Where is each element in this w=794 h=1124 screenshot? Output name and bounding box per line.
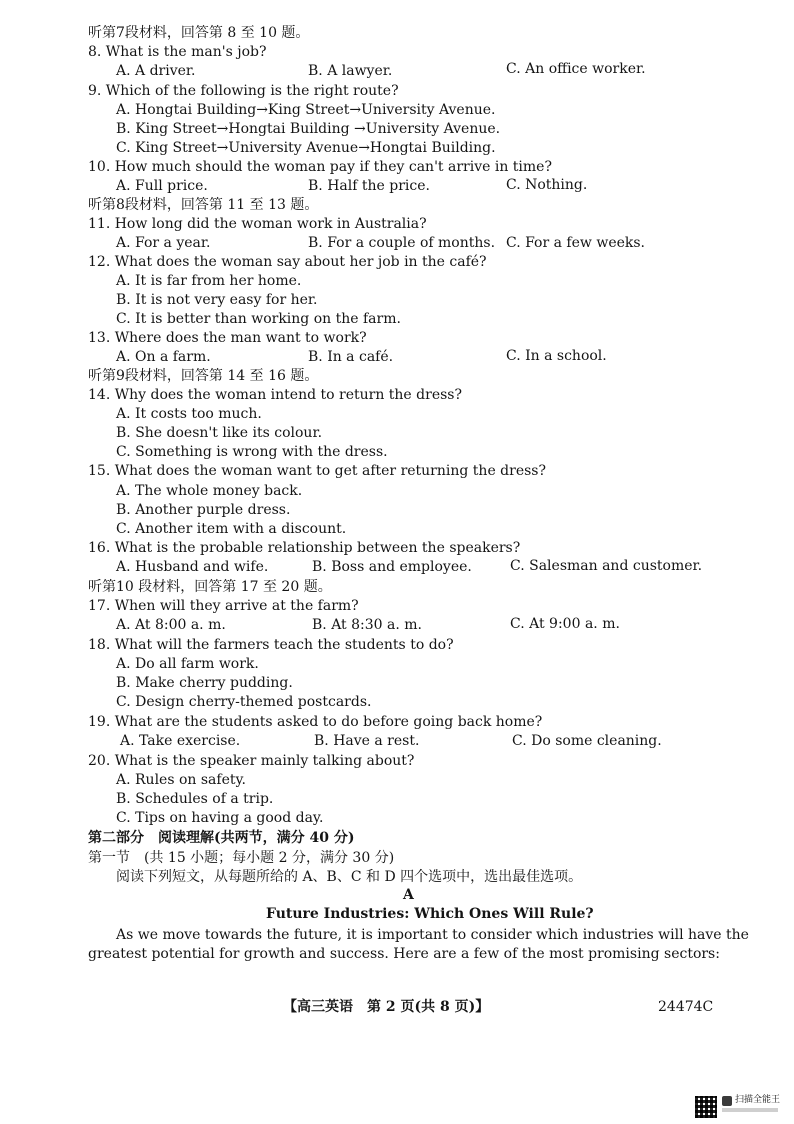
- passage-title: Future Industries: Which Ones Will Rule?: [266, 906, 594, 922]
- q10-option-c: C. Nothing.: [506, 177, 588, 193]
- q16-option-a: A. Husband and wife.: [116, 559, 269, 575]
- q18-option-c: C. Design cherry-themed postcards.: [116, 694, 372, 710]
- q11-stem: 11. How long did the woman work in Australia?: [88, 216, 427, 232]
- scanner-watermark: 扫描全能王: [735, 1095, 781, 1105]
- q10-option-b: B. Half the price.: [308, 178, 430, 194]
- q17-stem: 17. When will they arrive at the farm?: [88, 598, 359, 614]
- q13-stem: 13. Where does the man want to work?: [88, 330, 367, 346]
- q13-option-c: C. In a school.: [506, 348, 607, 364]
- q8-option-a: A. A driver.: [116, 63, 196, 79]
- watermark-subline: [722, 1108, 778, 1112]
- q14-option-a: A. It costs too much.: [116, 406, 262, 422]
- q14-stem: 14. Why does the woman intend to return the dress?: [88, 387, 462, 403]
- q11-option-a: A. For a year.: [116, 235, 211, 251]
- q19-option-a: A. Take exercise.: [120, 733, 241, 749]
- q16-option-c: C. Salesman and customer.: [510, 558, 703, 574]
- passage-letter: A: [403, 887, 414, 903]
- q20-stem: 20. What is the speaker mainly talking about?: [88, 753, 415, 769]
- q20-option-c: C. Tips on having a good day.: [116, 810, 324, 826]
- q13-option-b: B. In a café.: [308, 349, 394, 365]
- q9-stem: 9. Which of the following is the right route?: [88, 83, 399, 99]
- q14-option-c: C. Something is wrong with the dress.: [116, 444, 388, 460]
- q19-option-b: B. Have a rest.: [314, 733, 420, 749]
- q10-option-a: A. Full price.: [116, 178, 208, 194]
- part2-section1-header: 第一节 (共 15 小题；每小题 2 分，满分 30 分): [88, 850, 395, 866]
- q15-option-a: A. The whole money back.: [116, 483, 303, 499]
- qr-code-icon: [695, 1096, 717, 1118]
- passage-line-2: greatest potential for growth and success. Here are a few of the most promising sectors:: [88, 946, 720, 962]
- section-7-header: 听第7段材料，回答第 8 至 10 题。: [88, 25, 310, 41]
- q8-option-b: B. A lawyer.: [308, 63, 393, 79]
- section-8-header: 听第8段材料，回答第 11 至 13 题。: [88, 197, 319, 213]
- footer-code: 24474C: [658, 999, 714, 1015]
- footer-page-label: 【高三英语 第 2 页(共 8 页)】: [283, 999, 490, 1015]
- q14-option-b: B. She doesn't like its colour.: [116, 425, 323, 441]
- q20-option-a: A. Rules on safety.: [116, 772, 246, 788]
- q18-stem: 18. What will the farmers teach the students to do?: [88, 637, 454, 653]
- section-9-header: 听第9段材料，回答第 14 至 16 题。: [88, 368, 319, 384]
- part2-instruction: 阅读下列短文，从每题所给的 A、B、C 和 D 四个选项中，选出最佳选项。: [116, 869, 583, 885]
- q11-option-c: C. For a few weeks.: [506, 235, 646, 251]
- q18-option-a: A. Do all farm work.: [116, 656, 259, 672]
- q11-option-b: B. For a couple of months.: [308, 235, 496, 251]
- q17-option-c: C. At 9:00 a. m.: [510, 616, 620, 632]
- q17-option-b: B. At 8:30 a. m.: [312, 617, 422, 633]
- q12-stem: 12. What does the woman say about her job in the café?: [88, 254, 487, 270]
- q8-stem: 8. What is the man's job?: [88, 44, 267, 60]
- q9-option-b: B. King Street→Hongtai Building →University Avenue.: [116, 121, 501, 137]
- q17-option-a: A. At 8:00 a. m.: [116, 617, 226, 633]
- q9-option-a: A. Hongtai Building→King Street→University Avenue.: [116, 102, 496, 118]
- q16-option-b: B. Boss and employee.: [312, 559, 472, 575]
- section-10-header: 听第10 段材料，回答第 17 至 20 题。: [88, 579, 332, 595]
- q15-option-b: B. Another purple dress.: [116, 502, 291, 518]
- q12-option-c: C. It is better than working on the farm.: [116, 311, 401, 327]
- q8-option-c: C. An office worker.: [506, 61, 646, 77]
- q20-option-b: B. Schedules of a trip.: [116, 791, 274, 807]
- q16-stem: 16. What is the probable relationship between the speakers?: [88, 540, 521, 556]
- part2-header: 第二部分 阅读理解(共两节，满分 40 分): [88, 830, 355, 846]
- q15-stem: 15. What does the woman want to get after returning the dress?: [88, 463, 546, 479]
- q9-option-c: C. King Street→University Avenue→Hongtai Building.: [116, 140, 496, 156]
- q12-option-a: A. It is far from her home.: [116, 273, 302, 289]
- q19-stem: 19. What are the students asked to do before going back home?: [88, 714, 543, 730]
- scanner-logo-icon: [722, 1096, 732, 1106]
- q15-option-c: C. Another item with a discount.: [116, 521, 347, 537]
- q19-option-c: C. Do some cleaning.: [512, 733, 662, 749]
- q10-stem: 10. How much should the woman pay if they can't arrive in time?: [88, 159, 552, 175]
- q13-option-a: A. On a farm.: [116, 349, 211, 365]
- q18-option-b: B. Make cherry pudding.: [116, 675, 293, 691]
- q12-option-b: B. It is not very easy for her.: [116, 292, 318, 308]
- passage-line-1: As we move towards the future, it is important to consider which industries will have the: [116, 927, 749, 943]
